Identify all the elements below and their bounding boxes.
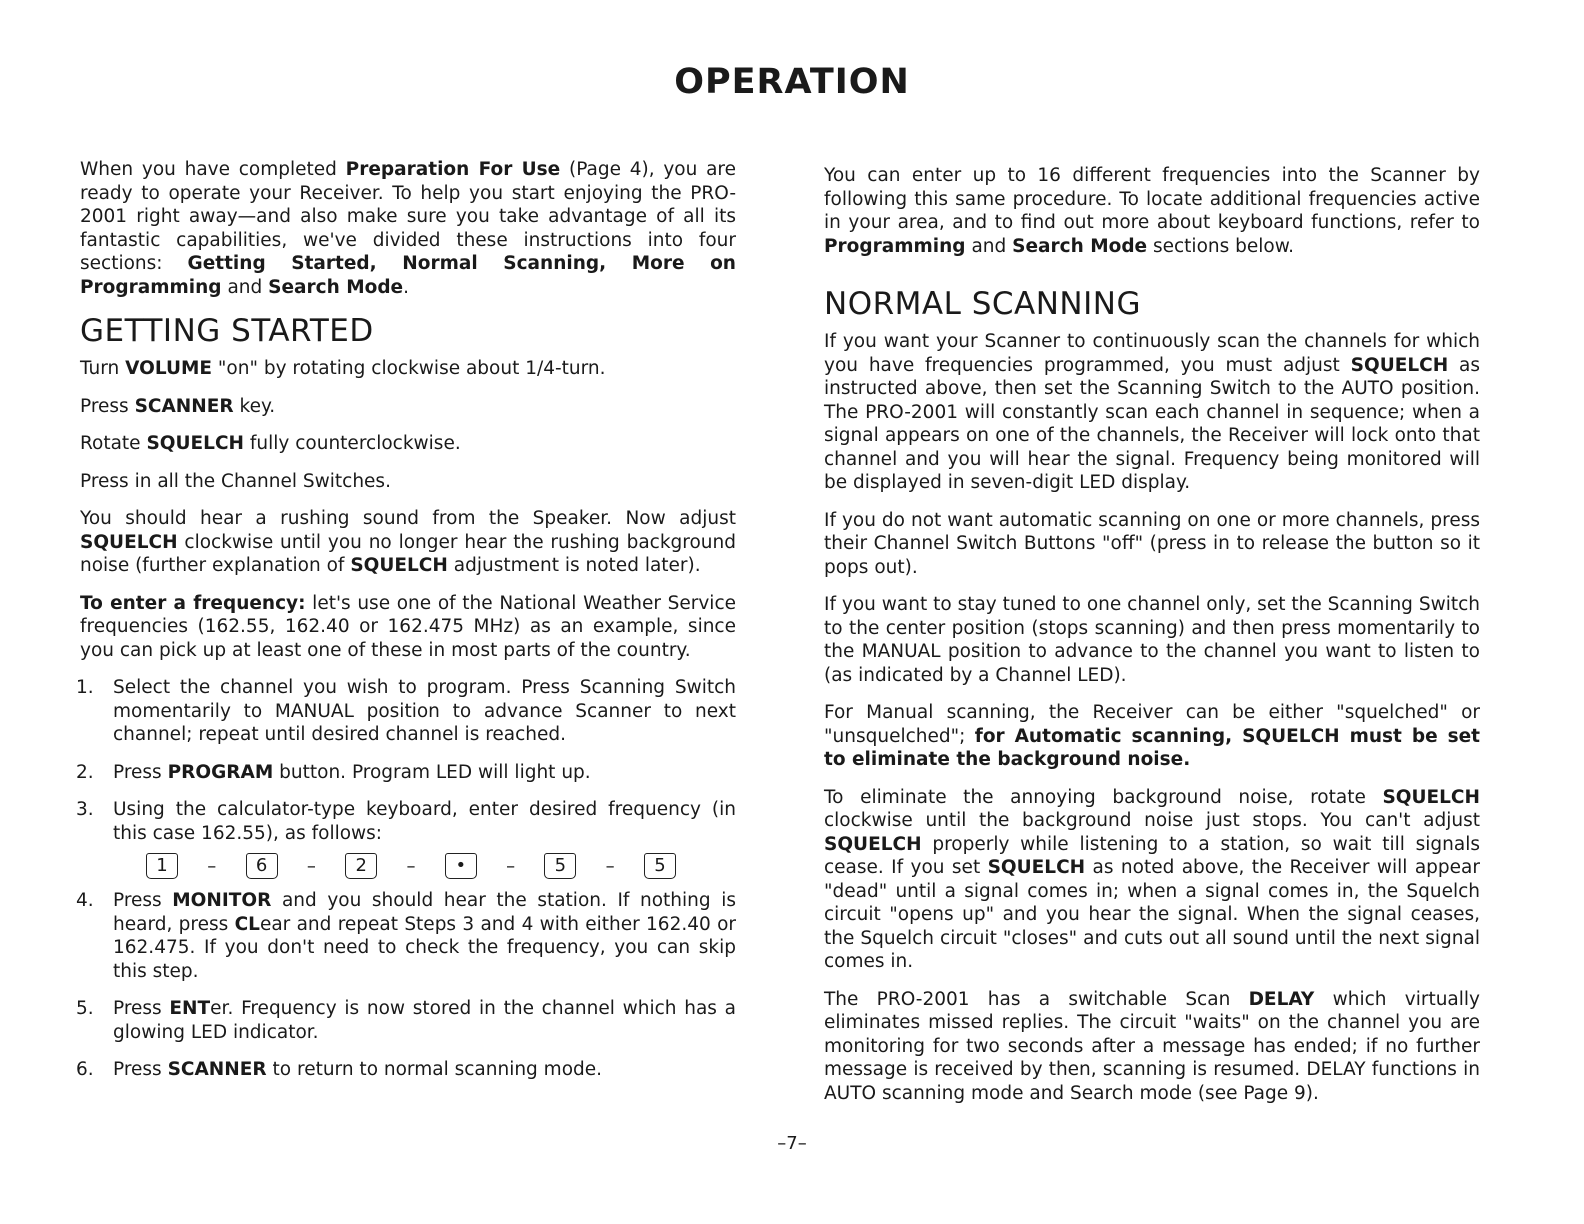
key-separator: – — [605, 855, 615, 877]
step-2: 2. Press PROGRAM button. Program LED will light up. — [76, 761, 591, 783]
key-decimal: • — [445, 853, 477, 879]
scan-delay-paragraph: The PRO-2001 has a switchable Scan DELAY which virtually eliminates missed replies. The circuit "waits" on the channel you are monitoring for two seconds after a message has ended; if no further message is received by then, scanning is resumed. DELAY functions in AUTO scanning mode and Search mode (see Page 9). — [824, 988, 1480, 1104]
right-column — [824, 164, 1480, 1119]
page-title: OPERATION — [674, 62, 910, 102]
key-separator: – — [406, 855, 416, 877]
key-separator: – — [306, 855, 316, 877]
key-separator: – — [207, 855, 217, 877]
rushing-sound-paragraph: You should hear a rushing sound from the Speaker. Now adjust SQUELCH clockwise until you no longer hear the rushing background noise (further explanation of SQUELCH adjustment is noted later). — [80, 508, 736, 576]
normal-scanning-heading: NORMAL SCANNING — [824, 286, 1141, 322]
key-sequence — [146, 853, 676, 879]
steps-list-continued — [76, 889, 736, 1082]
key-6: 6 — [246, 853, 278, 879]
page-number: –7– — [777, 1133, 807, 1154]
step-5: 5. Press ENTer. Frequency is now stored in the channel which has a glowing LED indicator. — [76, 998, 736, 1043]
single-channel-paragraph: If you want to stay tuned to one channel only, set the Scanning Switch to the center position (stops scanning) and then press momentarily to the MANUAL position to advance to the channel you want to listen to (as indicated by a Channel LED). — [824, 594, 1480, 686]
eliminate-noise-paragraph: To eliminate the annoying background noise, rotate SQUELCH clockwise until the background noise just stops. You can't adjust SQUELCH properly while listening to a station, so wait till signals cease. If you set SQUELCH as noted above, the Receiver will appear "dead" until a signal comes in; when a signal comes in, the Squelch circuit "opens up" and you hear the signal. When the signal ceases, the Squelch circuit "closes" and cuts out all sound until the next signal comes in. — [824, 786, 1480, 972]
key-separator: – — [506, 855, 516, 877]
steps-list — [76, 676, 736, 845]
continuous-scan-paragraph: If you want your Scanner to continuously scan the channels for which you have frequencies programmed, you must adjust SQUELCH as instructed above, then set the Scanning Switch to the AUTO position. The PRO-2001 will constantly scan each channel in sequence; when a signal appears on one of the channels, the Receiver will lock onto that channel and you will hear the signal. Frequency being monitored will be displayed in seven-digit LED display. — [824, 331, 1481, 493]
step-4: 4. Press MONITOR and you should hear the station. If nothing is heard, press CLear and repeat Steps 3 and 4 with either 162.40 or 162.475. If you don't need to check the frequency, you can skip this step. — [76, 890, 736, 982]
key-2: 2 — [345, 853, 377, 879]
step-1: 1. Select the channel you wish to program. Press Scanning Switch momentarily to MANUAL position to advance Scanner to next channel; repeat until desired channel is reached. — [76, 677, 736, 745]
channel-switches-instruction: Press in all the Channel Switches. — [80, 470, 391, 492]
volume-instruction: Turn VOLUME "on" by rotating clockwise about 1/4-turn. — [80, 358, 606, 379]
more-frequencies-paragraph: You can enter up to 16 different frequencies into the Scanner by following this same procedure. To locate additional frequencies active in your area, and to find out more about keyboard functions, refer to Programming and Search Mode sections below. — [824, 165, 1480, 257]
manual-scanning-paragraph: For Manual scanning, the Receiver can be either "squelched" or "unsquelched"; for Automatic scanning, SQUELCH must be set to eliminate the background noise. — [824, 702, 1481, 770]
scanner-key-instruction: Press SCANNER key. — [80, 395, 276, 417]
enter-frequency-paragraph: To enter a frequency: let's use one of the National Weather Service frequencies (162.55, 162.40 or 162.475 MHz) as an example, since you can pick up at least one of these in most parts of the country. — [80, 592, 736, 661]
step-6: 6. Press SCANNER to return to normal scanning mode. — [76, 1059, 603, 1080]
key-5: 5 — [644, 853, 676, 879]
getting-started-heading: GETTING STARTED — [80, 313, 374, 349]
key-1: 1 — [146, 853, 178, 879]
intro-paragraph: When you have completed Preparation For Use (Page 4), you are ready to operate your Receiver. To help you start enjoying the PRO-2001 right away—and also make sure you take advantage of all its fantastic capabilities, we've divided these instructions into four sections: Getting Started, Normal Scanning, More on Programming and Search Mode. — [80, 159, 737, 298]
squelch-instruction: Rotate SQUELCH fully counterclockwise. — [80, 433, 461, 454]
left-column — [76, 158, 737, 1096]
disable-channels-paragraph: If you do not want automatic scanning on one or more channels, press their Channel Switch Buttons "off" (press in to release the button so it pops out). — [824, 509, 1480, 578]
step-3: 3. Using the calculator-type keyboard, enter desired frequency (in this case 162.55), as follows: — [76, 799, 736, 844]
key-5: 5 — [544, 853, 576, 879]
